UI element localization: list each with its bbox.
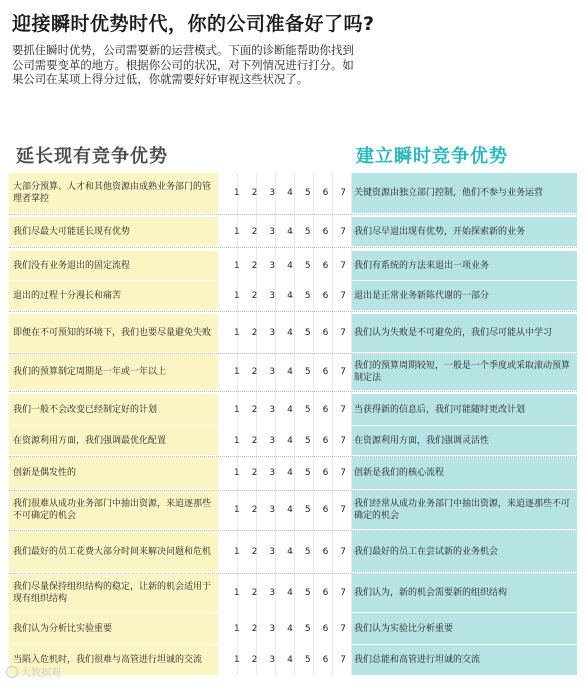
rating-option[interactable]: 2 [251, 260, 258, 271]
rating-option[interactable]: 5 [304, 290, 311, 301]
table-row [9, 491, 577, 529]
rating-option[interactable]: 5 [304, 367, 311, 377]
rating-option[interactable]: 4 [287, 655, 293, 665]
rating-option[interactable]: 3 [269, 226, 276, 237]
left-column-heading: 延长现有竞争优势 [16, 146, 168, 167]
table-row [9, 314, 577, 352]
rating-option[interactable]: 5 [304, 623, 311, 634]
table-row [9, 645, 577, 675]
rating-option[interactable]: 5 [304, 588, 311, 598]
transient-advantage-statement: 我们认为，新的机会需要新的组织结构 [352, 574, 577, 612]
transient-advantage-statement: 关键资源由独立部门控制，他们不参与业务运营 [352, 173, 577, 213]
current-advantage-statement: 创新是偶发性的 [9, 457, 218, 489]
table-row [9, 217, 577, 246]
transient-advantage-statement: 当获得新的信息后，我们可能随时更改计划 [352, 394, 577, 425]
rating-option[interactable]: 5 [304, 260, 311, 271]
rating-option[interactable]: 2 [251, 328, 258, 338]
scale-divider [275, 173, 276, 675]
table-row [9, 531, 577, 572]
rating-option[interactable]: 1 [233, 505, 240, 515]
rating-option[interactable]: 3 [269, 546, 276, 557]
rating-option[interactable]: 5 [304, 188, 311, 198]
current-advantage-statement: 大部分预算、人才和其他资源由成熟业务部门的管理者掌控 [9, 173, 218, 213]
rating-option[interactable]: 3 [269, 505, 276, 515]
rating-option[interactable]: 4 [287, 188, 293, 198]
rating-option[interactable]: 5 [304, 468, 311, 478]
rating-option[interactable]: 6 [322, 226, 329, 237]
transient-advantage-statement: 我们认为失败是不可避免的，我们尽可能从中学习 [352, 314, 577, 352]
rating-option[interactable]: 4 [287, 260, 293, 271]
row-divider [9, 311, 577, 312]
transient-advantage-statement: 我们尽早退出现有优势，开始探索新的业务 [352, 217, 577, 246]
table-row [9, 281, 577, 310]
rating-option[interactable]: 7 [340, 260, 347, 271]
rating-option[interactable]: 2 [251, 226, 258, 237]
rating-option[interactable]: 5 [304, 505, 311, 515]
current-advantage-statement: 我们很难从成功业务部门中抽出资源，来追逐那些不可确定的机会 [9, 491, 218, 529]
rating-option[interactable]: 6 [322, 188, 329, 198]
rating-option[interactable]: 5 [304, 404, 311, 415]
row-divider [9, 391, 577, 392]
scale-divider [256, 173, 257, 675]
rating-option[interactable]: 6 [322, 328, 329, 338]
rating-option[interactable]: 2 [251, 655, 258, 665]
rating-option[interactable]: 4 [287, 468, 293, 478]
rating-option[interactable]: 2 [251, 435, 258, 446]
transient-advantage-statement: 我们最好的员工在尝试新的业务机会 [352, 531, 577, 572]
circle-logo-icon [6, 666, 18, 678]
rating-option[interactable]: 5 [304, 655, 311, 665]
row-divider [9, 247, 577, 248]
rating-option[interactable]: 7 [340, 623, 347, 634]
watermark [6, 664, 61, 679]
rating-option[interactable]: 2 [251, 546, 258, 557]
rating-option[interactable]: 2 [251, 468, 258, 478]
rating-option[interactable]: 1 [233, 226, 240, 237]
rating-option[interactable]: 4 [287, 588, 293, 598]
table-row [9, 457, 577, 489]
rating-option[interactable]: 1 [233, 655, 240, 665]
rating-option[interactable]: 1 [233, 623, 240, 634]
rating-option[interactable]: 3 [269, 468, 276, 478]
current-advantage-statement: 我们没有业务退出的固定流程 [9, 251, 218, 280]
rating-option[interactable]: 1 [233, 404, 240, 415]
rating-option[interactable]: 3 [269, 623, 276, 634]
rating-option[interactable]: 5 [304, 435, 311, 446]
transient-advantage-statement: 在资源利用方面，我们强调灵活性 [352, 426, 577, 455]
rating-option[interactable]: 6 [322, 505, 329, 515]
scale-divider [313, 173, 314, 675]
table-row [9, 574, 577, 612]
rating-option[interactable]: 7 [340, 546, 347, 557]
current-advantage-statement: 我们一般不会改变已经制定好的计划 [9, 394, 218, 425]
rating-option[interactable]: 1 [233, 367, 240, 377]
transient-advantage-statement: 我们总能和高管进行坦诚的交流 [352, 645, 577, 675]
intro-text: 要抓住瞬时优势，公司需要新的运营模式。下面的诊断能帮助你找到公司需要变革的地方。根据你公司的状况，对下列情况进行打分。如果公司在某项上得分过低，你就需要好好审视这些状况了。 [12, 43, 354, 87]
rating-option[interactable]: 2 [251, 505, 258, 515]
right-column-heading: 建立瞬时竞争优势 [356, 146, 508, 167]
transient-advantage-statement: 我们有系统的方法来退出一项业务 [352, 251, 577, 280]
transient-advantage-statement: 我们的预算周期较短，一般是一个季度或采取滚动预算制定法 [352, 354, 577, 390]
page-title: 迎接瞬时优势时代，你的公司准备好了吗? [12, 13, 375, 35]
row-divider [9, 214, 577, 215]
rating-option[interactable]: 4 [287, 623, 293, 634]
current-advantage-statement: 我们认为分析比实验重要 [9, 613, 218, 644]
rating-option[interactable]: 4 [287, 404, 293, 415]
rating-option[interactable]: 6 [322, 290, 329, 301]
rating-option[interactable]: 5 [304, 546, 311, 557]
scale-divider [294, 173, 295, 675]
rating-option[interactable]: 4 [287, 226, 293, 237]
rating-option[interactable]: 2 [251, 588, 258, 598]
current-advantage-statement: 我们尽最大可能延长现有优势 [9, 217, 218, 246]
rating-option[interactable]: 1 [233, 260, 240, 271]
table-row [9, 613, 577, 644]
scale-divider [332, 173, 333, 675]
current-advantage-statement: 我们最好的员工花费大部分时间来解决问题和危机 [9, 531, 218, 572]
rating-option[interactable]: 6 [322, 404, 329, 415]
table-row [9, 354, 577, 390]
table-row [9, 394, 577, 425]
rating-option[interactable]: 7 [340, 468, 347, 478]
scale-divider [237, 173, 238, 675]
rating-option[interactable]: 4 [287, 435, 293, 446]
current-advantage-statement: 我们尽量保持组织结构的稳定，让新的机会适用于现有组织结构 [9, 574, 218, 612]
table-row [9, 173, 577, 213]
transient-advantage-statement: 退出是正常业务新陈代谢的一部分 [352, 281, 577, 310]
rating-option[interactable]: 4 [287, 328, 293, 338]
current-advantage-statement: 当陷入危机时，我们很难与高管进行坦诚的交流 [9, 645, 218, 675]
rating-option[interactable]: 6 [322, 546, 329, 557]
rating-option[interactable]: 3 [269, 328, 276, 338]
rating-option[interactable]: 3 [269, 260, 276, 271]
rating-option[interactable]: 7 [340, 188, 347, 198]
current-advantage-statement: 即便在不可预知的环境下，我们也要尽量避免失败 [9, 314, 218, 352]
transient-advantage-statement: 我们认为实验比分析重要 [352, 613, 577, 644]
rating-option[interactable]: 6 [322, 367, 329, 377]
rating-option[interactable]: 2 [251, 188, 258, 198]
current-advantage-statement: 在资源利用方面，我们强调最优化配置 [9, 426, 218, 455]
rating-option[interactable]: 5 [304, 226, 311, 237]
rating-option[interactable]: 3 [269, 367, 276, 377]
rating-option[interactable]: 7 [340, 588, 347, 598]
rating-option[interactable]: 1 [233, 588, 240, 598]
transient-advantage-statement: 创新是我们的核心流程 [352, 457, 577, 489]
rating-option[interactable]: 2 [251, 367, 258, 377]
rating-option[interactable]: 4 [287, 290, 293, 301]
rating-option[interactable]: 3 [269, 655, 276, 665]
rating-option[interactable]: 3 [269, 188, 276, 198]
rating-option[interactable]: 2 [251, 623, 258, 634]
rating-option[interactable]: 4 [287, 367, 293, 377]
rating-option[interactable]: 3 [269, 404, 276, 415]
rating-option[interactable]: 6 [322, 655, 329, 665]
rating-option[interactable]: 2 [251, 404, 258, 415]
rating-option[interactable]: 7 [340, 367, 347, 377]
watermark-text: 大数据观 [21, 668, 61, 679]
rating-option[interactable]: 3 [269, 435, 276, 446]
rating-option[interactable]: 5 [304, 328, 311, 338]
rating-option[interactable]: 4 [287, 546, 293, 557]
rating-option[interactable]: 1 [233, 435, 240, 446]
rating-option[interactable]: 6 [322, 435, 329, 446]
table-row [9, 251, 577, 280]
current-advantage-statement: 退出的过程十分漫长和痛苦 [9, 281, 218, 310]
rating-option[interactable]: 6 [322, 468, 329, 478]
rating-option[interactable]: 6 [322, 260, 329, 271]
rating-option[interactable]: 1 [233, 290, 240, 301]
rating-option[interactable]: 2 [251, 290, 258, 301]
table-row [9, 426, 577, 455]
rating-option[interactable]: 6 [322, 623, 329, 634]
rating-option[interactable]: 6 [322, 588, 329, 598]
rating-option[interactable]: 7 [340, 505, 347, 515]
rating-option[interactable]: 3 [269, 290, 276, 301]
rating-option[interactable]: 7 [340, 404, 347, 415]
rating-option[interactable]: 1 [233, 188, 240, 198]
current-advantage-statement: 我们的预算制定周期是一年或一年以上 [9, 354, 218, 390]
transient-advantage-statement: 我们经常从成功业务部门中抽出资源，来追逐那些不可确定的机会 [352, 491, 577, 529]
rating-option[interactable]: 4 [287, 505, 293, 515]
rating-option[interactable]: 1 [233, 546, 240, 557]
rating-option[interactable]: 1 [233, 328, 240, 338]
rating-option[interactable]: 7 [340, 290, 347, 301]
rating-option[interactable]: 7 [340, 655, 347, 665]
rating-option[interactable]: 7 [340, 435, 347, 446]
rating-option[interactable]: 7 [340, 226, 347, 237]
rating-option[interactable]: 1 [233, 468, 240, 478]
rating-option[interactable]: 7 [340, 328, 347, 338]
scale-divider [351, 173, 352, 675]
rating-option[interactable]: 3 [269, 588, 276, 598]
